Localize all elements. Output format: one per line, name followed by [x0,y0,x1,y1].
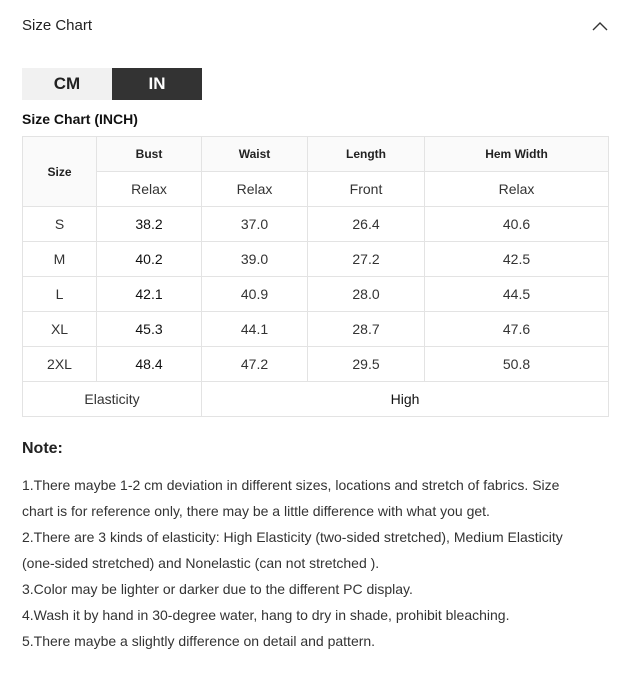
waist-cell: 39.0 [202,242,308,277]
hem-width-cell: 50.8 [425,347,609,382]
bust-cell: 38.2 [97,207,202,242]
hem-width-fit: Relax [425,172,609,207]
note-item: 1.There maybe 1-2 cm deviation in different sizes, locations and stretch of fabrics. Size chart is for reference only, there may be a little difference with what you get. [22,477,560,519]
section-title[interactable]: Size Chart [22,17,93,34]
note-item: 5.There maybe a slightly difference on detail and pattern. [22,633,376,649]
waist-cell: 47.2 [202,347,308,382]
table-row [23,207,609,242]
length-fit: Front [308,172,425,207]
waist-fit: Relax [202,172,308,207]
waist-cell: 44.1 [202,312,308,347]
note-item: 4.Wash it by hand in 30-degree water, hang to dry in shade, prohibit bleaching. [22,607,510,623]
table-row [23,242,609,277]
bust-cell: 48.4 [97,347,202,382]
length-cell: 26.4 [308,207,425,242]
size-cell: XL [23,312,97,347]
elasticity-label: Elasticity [23,382,202,417]
size-cell: 2XL [23,347,97,382]
size-cell: L [23,277,97,312]
table-fit-row [23,172,609,207]
size-column-header: Size [23,137,97,207]
bust-fit: Relax [97,172,202,207]
length-cell: 28.0 [308,277,425,312]
note-item: 3.Color may be lighter or darker due to the different PC display. [22,581,413,597]
length-cell: 28.7 [308,312,425,347]
table-header-row [23,137,609,172]
hem-width-cell: 44.5 [425,277,609,312]
table-row [23,277,609,312]
unit-toggle [22,68,202,100]
size-cell: M [23,242,97,277]
waist-cell: 40.9 [202,277,308,312]
bust-column-header: Bust [97,137,202,172]
length-cell: 27.2 [308,242,425,277]
unit-in-button[interactable]: IN [112,68,202,100]
note-item: 2.There are 3 kinds of elasticity: High Elasticity (two-sided stretched), Medium Elasticity (one-sided stretched) and Nonelastic (can not stretched ). [22,529,563,571]
hem-width-cell: 47.6 [425,312,609,347]
elasticity-row [23,382,609,417]
bust-cell: 45.3 [97,312,202,347]
waist-column-header: Waist [202,137,308,172]
size-table [22,136,609,417]
elasticity-value: High [202,382,609,417]
size-cell: S [23,207,97,242]
hem-width-cell: 42.5 [425,242,609,277]
note-title: Note: [22,440,63,457]
bust-cell: 40.2 [97,242,202,277]
hem-width-column-header: Hem Width [425,137,609,172]
bust-cell: 42.1 [97,277,202,312]
length-column-header: Length [308,137,425,172]
chevron-up-icon[interactable] [592,20,608,32]
table-row [23,347,609,382]
length-cell: 29.5 [308,347,425,382]
waist-cell: 37.0 [202,207,308,242]
hem-width-cell: 40.6 [425,207,609,242]
unit-cm-button[interactable]: CM [22,68,112,100]
table-title: Size Chart (INCH) [22,111,138,127]
table-row [23,312,609,347]
notes-list [22,472,592,654]
